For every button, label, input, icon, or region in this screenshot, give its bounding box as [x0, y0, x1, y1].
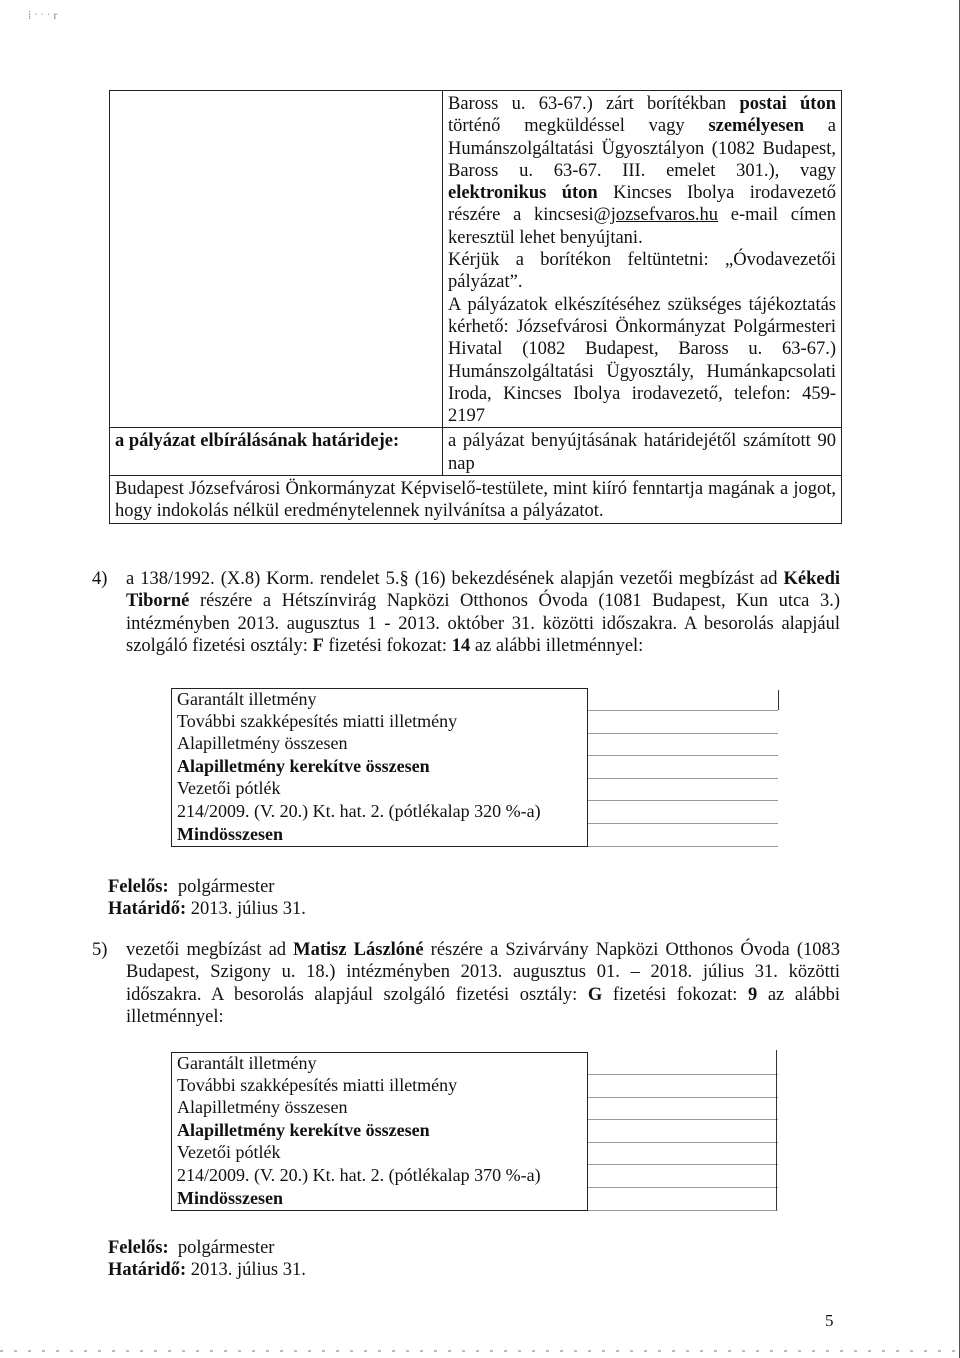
text-run: e-mail címen keresztül lehet benyújtani.: [448, 205, 836, 248]
salary-item-text: Alapilletmény kerekítve összesen: [177, 755, 430, 776]
salary-item-label: [172, 1097, 588, 1120]
table-row: [172, 778, 779, 801]
text-run: fizetési fokozat:: [323, 635, 452, 656]
salary-item-label: [172, 1165, 588, 1188]
page-number: 5: [825, 1311, 834, 1330]
salary-amount-cell: [588, 711, 779, 734]
salary-item-label: [172, 801, 588, 824]
salary-item-label: [172, 824, 588, 847]
text-run: a 138/1992. (X.8) Korm. rendelet 5.§ (16) bekezdésének alapján vezetői megbízást ad: [126, 569, 784, 589]
table-row: [172, 1188, 779, 1211]
salary-amount-cell: [588, 1053, 779, 1075]
hatarido-value: 2013. július 31.: [190, 1260, 306, 1280]
table-row: [172, 824, 779, 847]
felelos-value: polgármester: [177, 877, 275, 897]
salary-item-label: [172, 1075, 588, 1098]
item-4-text: [108, 568, 840, 657]
text-run: jozsefvaros.hu: [610, 205, 719, 226]
salary-amount-cell: [588, 824, 779, 847]
table-row: [172, 1165, 779, 1188]
text-run: Baross u. 63-67.) zárt borítékban: [448, 94, 740, 114]
hatarido-label: Határidő:: [108, 1260, 187, 1280]
salary-item-text: Alapilletmény összesen: [177, 733, 348, 754]
table-row: [172, 689, 779, 711]
deadline-value-cell: [443, 428, 842, 476]
table-row: [172, 1053, 779, 1075]
table-row: [172, 1097, 779, 1120]
scan-line: [778, 690, 779, 710]
salary-amount-cell: [588, 778, 779, 801]
hatarido-value: 2013. július 31.: [190, 899, 306, 919]
text-run: vezetői megbízást ad: [126, 940, 294, 960]
salary-table-5: [171, 1052, 778, 1211]
item-5: [92, 939, 841, 1028]
text-run: 9: [748, 984, 758, 1005]
salary-item-text: Garantált illetmény: [177, 1053, 317, 1073]
felelos-value: polgármester: [177, 1238, 275, 1258]
envelope-note: Kérjük a borítékon feltüntetni: „Óvodavezetői pályázat”.: [448, 250, 836, 293]
text-run: postai úton: [739, 94, 836, 114]
salary-item-label: [172, 756, 588, 779]
responsibility-5: [108, 1237, 306, 1281]
item-4: [92, 568, 840, 657]
table-row: [172, 1120, 779, 1143]
salary-amount-cell: [588, 756, 779, 779]
text-run: 14: [451, 635, 471, 656]
salary-item-label: [172, 1188, 588, 1211]
salary-item-text: Alapilletmény összesen: [177, 1097, 348, 1118]
salary-item-text: További szakképesítés miatti illetmény: [177, 710, 458, 731]
responsibility-4: [108, 876, 306, 920]
hatarido-line: [108, 1259, 306, 1281]
salary-item-label: [172, 689, 588, 711]
scan-artifact: ⁞ ˑ ˑ ˑ r: [28, 8, 58, 22]
text-run: Kincses Ibolya irodavezető részére a kincsesi@: [448, 183, 836, 226]
salary-item-text: Garantált illetmény: [177, 689, 317, 709]
text-run: G: [587, 984, 603, 1005]
item-5-text: [108, 939, 840, 1028]
reservation-text: Budapest Józsefvárosi Önkormányzat Képviselő-testülete, mint kiíró fenntartja magának a jogot, hogy indokolás nélkül eredménytelennek nyilvánítsa a pályázatot.: [115, 479, 836, 522]
hatarido-label: Határidő:: [108, 899, 187, 919]
salary-item-text: További szakképesítés miatti illetmény: [177, 1074, 458, 1095]
deadline-value: a pályázat benyújtásának határidejétől számított 90 nap: [448, 431, 836, 474]
salary-item-text: Mindösszesen: [177, 823, 284, 844]
text-run: személyesen: [708, 116, 804, 137]
text-run: történő megküldéssel vagy: [448, 116, 709, 137]
salary-item-text: Vezetői pótlék: [177, 778, 281, 799]
salary-item-label: [172, 733, 588, 756]
text-run: fizetési fokozat:: [602, 984, 748, 1005]
scan-noise: [0, 1350, 960, 1352]
felelos-label: Felelős:: [108, 877, 169, 897]
salary-amount-cell: [588, 1165, 779, 1188]
text-run: Matisz Lászlóné: [293, 940, 424, 960]
salary-item-text: 214/2009. (V. 20.) Kt. hat. 2. (pótlékalap 370 %-a): [177, 1164, 541, 1185]
table-row: [172, 1142, 779, 1165]
felelos-line: [108, 876, 306, 898]
info-contact: A pályázatok elkészítéséhez szükséges tájékoztatás kérhető: Józsefvárosi Önkormányzat Polgármesteri Hivatal (1082 Budapest, Baross u. 63-67.) Humánszolgáltatási Ügyosztály, Humánkapcsolati Iroda, Kincses Ibolya irodavezető, telefon: 459-2197: [448, 294, 836, 427]
felelos-line: [108, 1237, 306, 1259]
table-row: [172, 711, 779, 734]
table-row: [172, 801, 779, 824]
scan-line: [776, 1050, 777, 1210]
text-run: Kékedi Tiborné: [126, 569, 840, 612]
salary-amount-cell: [588, 1097, 779, 1120]
reservation-cell: [110, 476, 842, 524]
item-5-number: 5): [92, 940, 108, 960]
deadline-label-cell: [110, 428, 443, 476]
submission-paragraph: [448, 93, 836, 249]
salary-item-label: [172, 1120, 588, 1143]
text-run: elektronikus úton: [448, 183, 598, 204]
item-4-number: 4): [92, 569, 108, 589]
text-run: részére a Szivárvány Napközi Otthonos Óvoda (1083 Budapest, Szigony u. 18.) intézményben 2013. augusztus 01. – 2018. július 31. közötti időszakra. A besorolás alapjául szolgáló fizetési osztály:: [126, 940, 840, 1005]
text-run: a Humánszolgáltatási Ügyosztályon (1082 Budapest, Baross u. 63-67. III. emelet 301.), vagy: [448, 116, 836, 181]
salary-item-text: Alapilletmény kerekítve összesen: [177, 1119, 430, 1140]
table-row: [172, 1075, 779, 1098]
text-run: F: [312, 635, 324, 656]
salary-item-label: [172, 1142, 588, 1165]
felelos-label: Felelős:: [108, 1238, 169, 1258]
text-run: részére a Hétszínvirág Napközi Otthonos Óvoda (1081 Budapest, Kun utca 3.) intézményben 2013. augusztus 1 - 2013. október 31. közötti időszakra. A besorolás alapjául szolgáló fizetési osztály:: [126, 591, 840, 656]
salary-item-text: Mindösszesen: [177, 1187, 284, 1208]
salary-amount-cell: [588, 1188, 779, 1211]
application-info-table: [109, 90, 842, 524]
submission-details-cell: [443, 91, 842, 428]
salary-amount-cell: [588, 801, 779, 824]
salary-amount-cell: [588, 689, 779, 711]
salary-amount-cell: [588, 1142, 779, 1165]
salary-amount-cell: [588, 733, 779, 756]
text-run: az alábbi illetménnyel:: [126, 984, 841, 1027]
hatarido-line: [108, 898, 306, 920]
salary-amount-cell: [588, 1120, 779, 1143]
table-row: [172, 756, 779, 779]
deadline-label: a pályázat elbírálásának határideje:: [115, 431, 400, 452]
table-cell-empty: [110, 91, 443, 428]
salary-table-4: [171, 688, 778, 847]
salary-item-label: [172, 711, 588, 734]
text-run: az alábbi illetménnyel:: [470, 635, 644, 656]
table-row: [172, 733, 779, 756]
salary-item-label: [172, 778, 588, 801]
salary-item-label: [172, 1053, 588, 1075]
salary-item-text: 214/2009. (V. 20.) Kt. hat. 2. (pótlékalap 320 %-a): [177, 800, 541, 821]
salary-item-text: Vezetői pótlék: [177, 1142, 281, 1163]
salary-amount-cell: [588, 1075, 779, 1098]
